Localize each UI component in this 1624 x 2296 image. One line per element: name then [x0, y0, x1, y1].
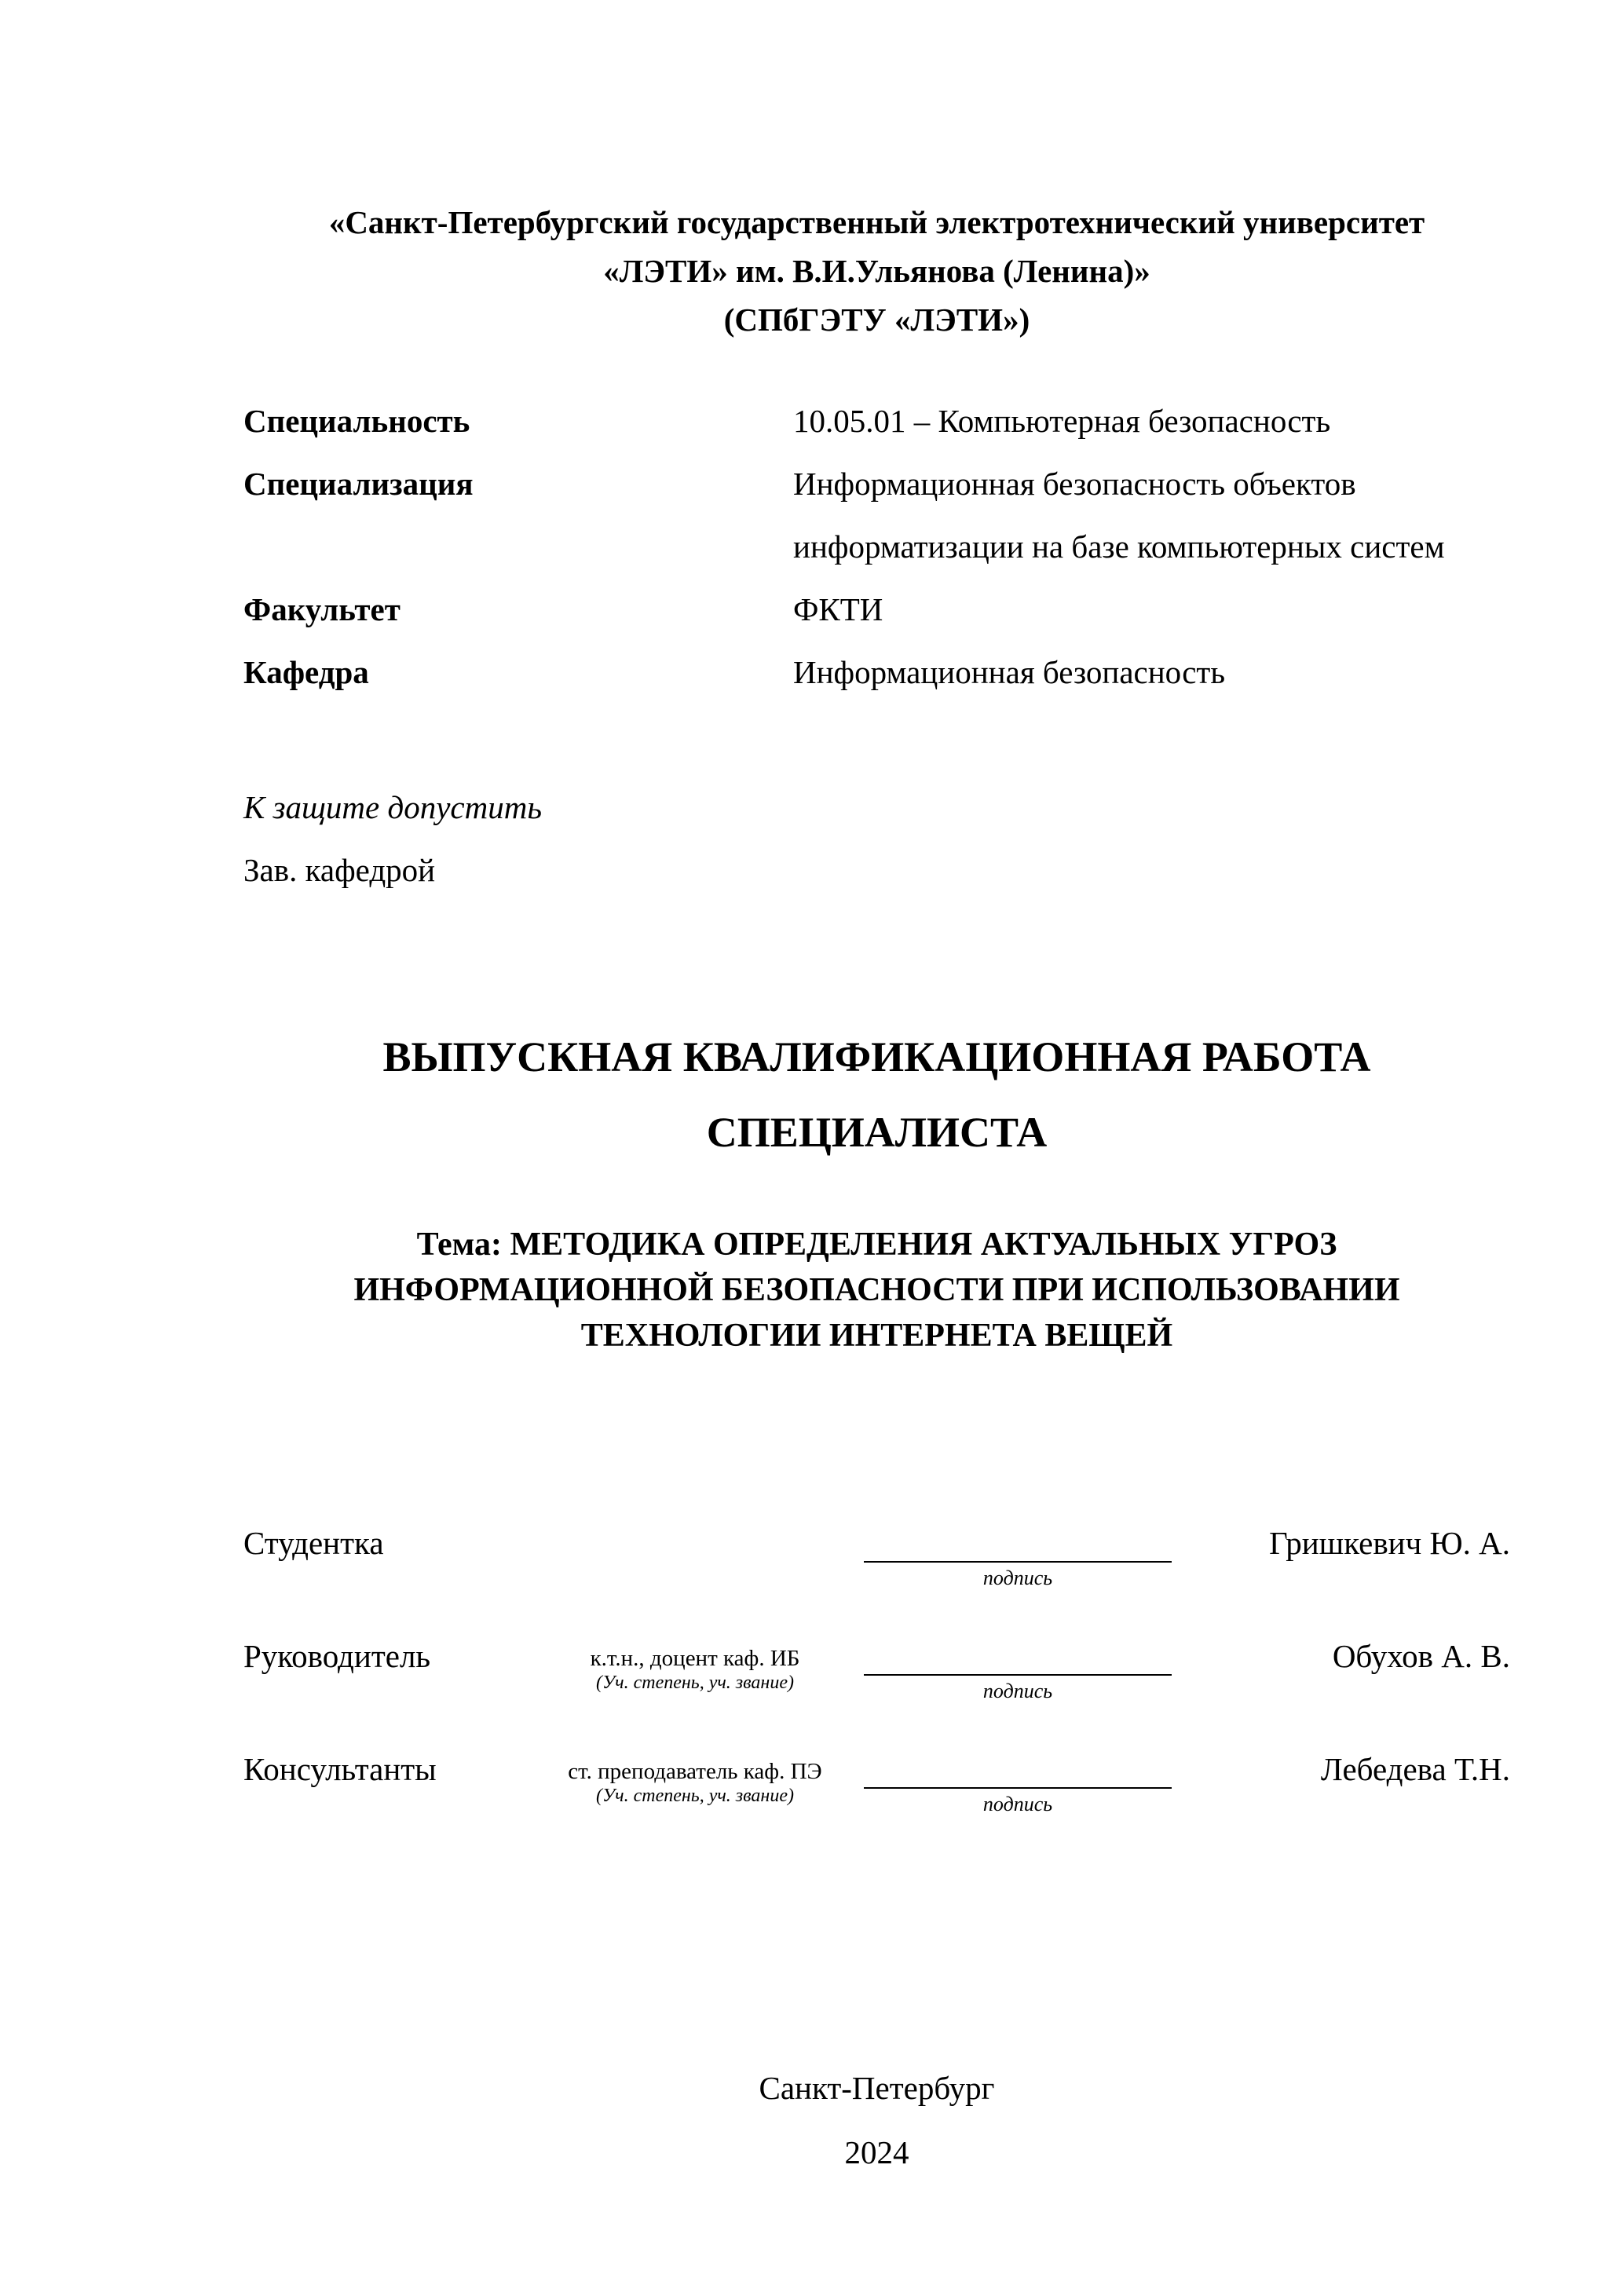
- field-label-faculty: Факультет: [243, 591, 401, 627]
- signature-caption: подпись: [982, 1793, 1053, 1815]
- signature-role-consultant: Консультанты: [243, 1751, 437, 1787]
- work-title-line1: ВЫПУСКНАЯ КВАЛИФИКАЦИОННАЯ РАБОТА: [382, 1033, 1371, 1080]
- qualification-text: к.т.н., доцент каф. ИБ: [590, 1646, 800, 1671]
- work-title: [243, 1019, 1510, 1170]
- field-value-specialization: Информационная безопасность объектов информатизации на базе компьютерных систем: [793, 466, 1445, 565]
- page-content: [243, 198, 1510, 2184]
- thesis-theme-line1: Тема: МЕТОДИКА ОПРЕДЕЛЕНИЯ АКТУАЛЬНЫХ УГРОЗ: [416, 1227, 1337, 1263]
- signature-row-consultant: [243, 1749, 1510, 1820]
- qualification-note: (Уч. степень, уч. звание): [596, 1786, 794, 1806]
- signatures-section: [243, 1523, 1510, 1820]
- field-row-department: [243, 641, 1510, 704]
- qualification-note: (Уч. степень, уч. звание): [596, 1673, 794, 1693]
- signature-name-consultant: Лебедева Т.Н.: [1320, 1751, 1510, 1787]
- signature-line: [864, 1749, 1172, 1789]
- signature-qualification-supervisor: [550, 1636, 864, 1695]
- admission-note: К защите допустить: [243, 789, 542, 825]
- signature-line: [864, 1523, 1172, 1563]
- field-row-specialization: [243, 452, 1510, 578]
- field-value-speciality: 10.05.01 – Компьютерная безопасность: [793, 403, 1331, 439]
- program-fields: [243, 389, 1510, 704]
- university-name-line2: «ЛЭТИ» им. В.И.Ульянова (Ленина)»: [603, 253, 1150, 289]
- field-value-faculty: ФКТИ: [793, 591, 883, 627]
- department-head-line: Зав. кафедрой: [243, 852, 436, 888]
- thesis-theme-line3: ТЕХНОЛОГИИ ИНТЕРНЕТА ВЕЩЕЙ: [580, 1318, 1173, 1354]
- signature-line: [864, 1636, 1172, 1676]
- signature-role-supervisor: Руководитель: [243, 1638, 431, 1674]
- footer-city: Санкт-Петербург: [759, 2070, 995, 2106]
- signature-field-student: [864, 1523, 1172, 1594]
- admission-block: [243, 776, 1510, 901]
- university-abbreviation: (СПбГЭТУ «ЛЭТИ»): [723, 302, 1030, 338]
- university-name-line1: «Санкт-Петербургский государственный электротехнический университет: [328, 204, 1425, 240]
- signature-field-consultant: [864, 1749, 1172, 1820]
- page-footer: [243, 2056, 1510, 2184]
- university-header: [243, 198, 1510, 344]
- field-label-department: Кафедра: [243, 654, 369, 690]
- signature-name-student: Гришкевич Ю. А.: [1269, 1525, 1510, 1561]
- signature-name-supervisor: Обухов А. В.: [1332, 1638, 1510, 1674]
- work-title-line2: СПЕЦИАЛИСТА: [706, 1109, 1048, 1156]
- signature-qualification-student: [550, 1523, 864, 1533]
- thesis-theme: [243, 1222, 1510, 1358]
- signature-qualification-consultant: [550, 1749, 864, 1808]
- signature-row-supervisor: [243, 1636, 1510, 1707]
- field-label-speciality: Специальность: [243, 403, 470, 439]
- footer-year: 2024: [844, 2134, 909, 2170]
- thesis-theme-line2: ИНФОРМАЦИОННОЙ БЕЗОПАСНОСТИ ПРИ ИСПОЛЬЗОВАНИИ: [353, 1272, 1400, 1308]
- signature-caption: подпись: [982, 1680, 1053, 1702]
- field-label-specialization: Специализация: [243, 466, 474, 502]
- signature-caption: подпись: [982, 1567, 1053, 1589]
- qualification-text: ст. преподаватель каф. ПЭ: [568, 1759, 822, 1784]
- field-row-speciality: [243, 389, 1510, 452]
- field-row-faculty: [243, 578, 1510, 641]
- signature-role-student: Студентка: [243, 1525, 384, 1561]
- field-value-department: Информационная безопасность: [793, 654, 1226, 690]
- signature-row-student: [243, 1523, 1510, 1594]
- signature-field-supervisor: [864, 1636, 1172, 1707]
